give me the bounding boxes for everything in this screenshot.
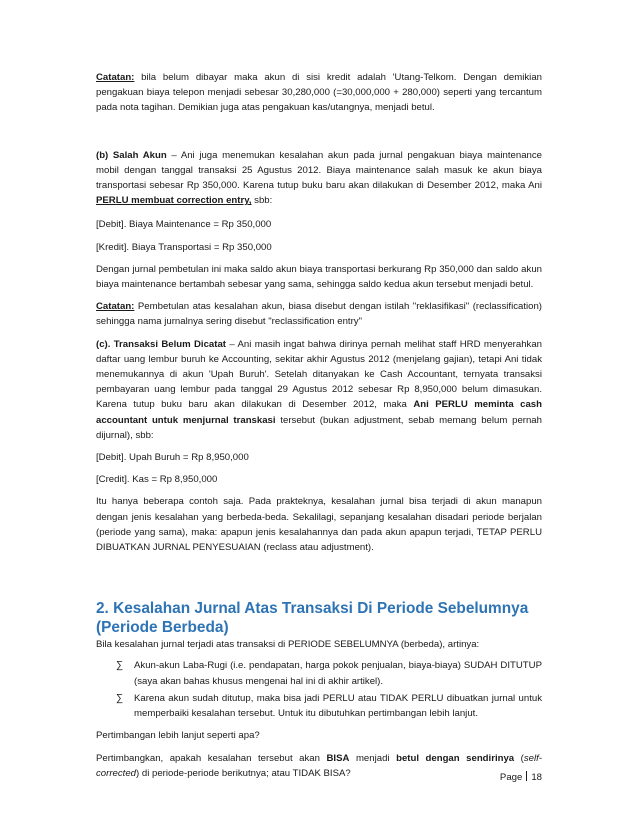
section-c-heading: (c). Transaksi Belum Dicatat bbox=[96, 338, 226, 350]
closing-paragraph: Itu hanya beberapa contoh saja. Pada prakteknya, kesalahan jurnal bisa terjadi di akun manapun dengan jenis kesalahan yang berbeda-beda. Sekalilagi, sepanjang kesalahan disadari periode berjalan (periode yang sama), maka: apapun jenis kesalahannya dan pada akun apapun terjadi, TETAP PERLU DIBUATKAN JURNAL PENYESUAIAN (reclass atau adjustment). bbox=[96, 496, 542, 554]
page-number: 18 bbox=[531, 772, 542, 783]
section-2-bullet-list bbox=[96, 658, 542, 721]
page-footer bbox=[500, 771, 542, 785]
section-b-credit: [Kredit]. Biaya Transportasi = Rp 350,000 bbox=[96, 241, 272, 253]
sigma-bullet-icon: ∑ bbox=[116, 692, 124, 704]
final-text-end: ) di periode-periode berikutnya; atau TIDAK BISA? bbox=[136, 767, 351, 779]
section-2-question: Pertimbangan lebih lanjut seperti apa? bbox=[96, 730, 260, 742]
final-bold-phrase: betul dengan sendirinya bbox=[396, 752, 515, 764]
section-2-final-paragraph bbox=[96, 751, 542, 781]
section-2-intro: Bila kesalahan jurnal terjadi atas transaksi di PERIODE SEBELUMNYA (berbeda), artinya: bbox=[96, 639, 480, 651]
list-item bbox=[96, 691, 542, 721]
final-text-mid: menjadi bbox=[349, 752, 397, 764]
section-b-tail: sbb: bbox=[251, 195, 273, 207]
section-2-title: 2. Kesalahan Jurnal Atas Transaksi Di Periode Sebelumnya (Periode Berbeda) bbox=[96, 600, 529, 637]
section-c-text: – Ani masih ingat bahwa dirinya pernah melihat staff HRD menyerahkan daftar uang lembur buruh ke Accounting, sekitar akhir Agustus 2012 (menjelang gajian), tetapi Ani tidak menemukannya di akun 'Upah Buruh'. Setelah ditanyakan ke Cash Accountant, ternyata transaksi pembayaran uang lembur pada tanggal 29 Agustus 2012 sebesar Rp 8,950,000 belum dimasukan. Karena tutup buku baru akan dilakukan di Desember 2012, maka bbox=[96, 338, 543, 411]
catatan-paragraph-2 bbox=[96, 299, 542, 329]
bullet-text: Karena akun sudah ditutup, maka bisa jadi PERLU atau TIDAK PERLU dibuatkan jurnal untuk memperbaiki kesalahan tersebut. Untuk itu dibutuhkan pertimbangan lebih lanjut. bbox=[134, 692, 542, 720]
section-c-debit: [Debit]. Upah Buruh = Rp 8,950,000 bbox=[96, 452, 249, 464]
document-page bbox=[96, 70, 542, 781]
list-item bbox=[96, 658, 542, 688]
final-text-start: Pertimbangkan, apakah kesalahan tersebut akan bbox=[96, 752, 327, 764]
final-text-paren: ( bbox=[514, 752, 524, 764]
catatan-paragraph-1 bbox=[96, 70, 542, 116]
section-c-paragraph bbox=[96, 337, 542, 443]
section-b-text: – Ani juga menemukan kesalahan akun pada jurnal pengakuan biaya maintenance mobil dengan tanggal transaksi 25 Agustus 2012. Biaya maintenance salah masuk ke akun biaya transportasi sebesar Rp 350,000. Karena tutup buku baru akan dilakukan di Desember 2012, maka Ani bbox=[96, 149, 543, 192]
page-label: Page bbox=[499, 772, 523, 783]
final-bold-bisa: BISA bbox=[326, 752, 350, 764]
section-b-explanation: Dengan jurnal pembetulan ini maka saldo akun biaya transportasi berkurang Rp 350,000 dan saldo akun biaya maintenance bertambah sebesar yang sama, sehingga saldo kedua akun tersebut menjadi betul. bbox=[96, 263, 542, 291]
sigma-bullet-icon: ∑ bbox=[116, 660, 124, 672]
section-b-emphasis: PERLU membuat correction entry, bbox=[96, 195, 252, 207]
catatan-label: Catatan: bbox=[96, 72, 135, 83]
catatan-text-2: Pembetulan atas kesalahan akun, biasa disebut dengan istilah "reklasifikasi" (reclassification) sehingga nama jurnalnya sering disebut "reclassification entry" bbox=[96, 301, 542, 328]
section-b-debit: [Debit]. Biaya Maintenance = Rp 350,000 bbox=[96, 219, 272, 231]
catatan-text: bila belum dibayar maka akun di sisi kredit adalah 'Utang-Telkom. Dengan demikian pengakuan biaya telepon menjadi sebesar 30,280,000 (=30,000,000 + 280,000) seperti yang tercantum pada nota tagihan. Demikian juga atas pengakuan kas/utangnya, menjadi betul. bbox=[96, 72, 542, 114]
section-c-credit: [Credit]. Kas = Rp 8,950,000 bbox=[96, 474, 218, 486]
final-italic-term: self-corrected bbox=[96, 752, 542, 779]
section-c-emphasis: Ani PERLU meminta cash accountant untuk menjurnal transkasi bbox=[96, 399, 542, 426]
footer-divider bbox=[526, 771, 527, 781]
section-c-tail: tersebut (bukan adjustment, sebab memang belum pernah dijurnal), sbb: bbox=[96, 414, 542, 441]
section-b-heading: (b) Salah Akun bbox=[96, 149, 167, 161]
bullet-text: Akun-akun Laba-Rugi (i.e. pendapatan, harga pokok penjualan, biaya-biaya) SUDAH DITUTUP (saya akan bahas khusus mengenai hal ini di akhir artikel). bbox=[134, 660, 542, 687]
catatan-label-2: Catatan: bbox=[96, 301, 135, 313]
section-b-paragraph bbox=[96, 148, 542, 209]
